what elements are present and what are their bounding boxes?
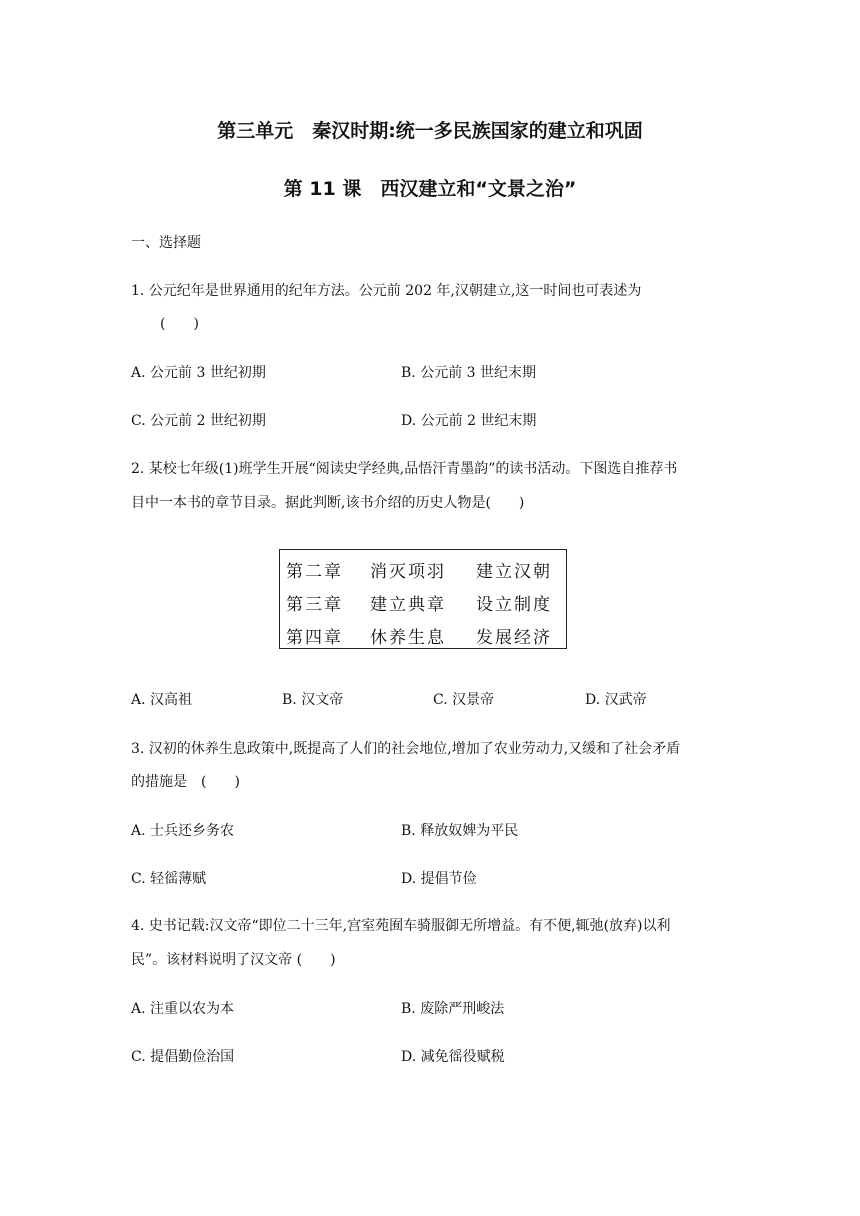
chapter-number: 第四章 [286, 628, 343, 648]
option-c[interactable]: C. 提倡勤俭治国 [131, 1049, 235, 1065]
chapter-row [280, 584, 566, 617]
option-c[interactable]: C. 轻徭薄赋 [131, 871, 207, 887]
question-stem-cont: 民”。该材料说明了汉文帝 ( ) [131, 952, 336, 968]
chapter-table [279, 549, 567, 649]
option-b[interactable]: B. 公元前 3 世纪末期 [401, 365, 536, 381]
chapter-topic-a: 建立典章 [370, 595, 446, 615]
chapter-row [280, 617, 566, 650]
question-stem-cont: 的措施是 ( ) [131, 774, 240, 790]
chapter-topic-a: 休养生息 [370, 628, 446, 648]
option-c[interactable]: C. 汉景帝 [433, 692, 495, 708]
question-stem: 1. 公元纪年是世界通用的纪年方法。公元前 202 年,汉朝建立,这一时间也可表述为 [131, 283, 642, 299]
option-d[interactable]: D. 提倡节俭 [401, 871, 477, 887]
question-stem-cont: 目中一本书的章节目录。据此判断,该书介绍的历史人物是( ) [131, 495, 525, 511]
option-c[interactable]: C. 公元前 2 世纪初期 [131, 413, 266, 429]
lesson-title: 第 11 课 西汉建立和“文景之治” [283, 178, 577, 200]
option-a[interactable]: A. 士兵还乡务农 [131, 823, 235, 839]
unit-title: 第三单元 秦汉时期:统一多民族国家的建立和巩固 [217, 120, 643, 142]
option-d[interactable]: D. 汉武帝 [585, 692, 647, 708]
question-stem-cont: ( ) [160, 316, 199, 332]
question-stem: 4. 史书记载:汉文帝“即位二十三年,宫室苑囿车骑服御无所增益。有不便,辄弛(放弃)以利 [131, 918, 671, 934]
section-heading: 一、选择题 [131, 235, 201, 251]
chapter-topic-a: 消灭项羽 [370, 562, 446, 582]
chapter-topic-b: 设立制度 [476, 595, 552, 615]
option-a[interactable]: A. 注重以农为本 [131, 1001, 235, 1017]
option-b[interactable]: B. 废除严刑峻法 [401, 1001, 505, 1017]
chapter-number: 第二章 [286, 562, 343, 582]
chapter-row [280, 551, 566, 584]
option-d[interactable]: D. 减免徭役赋税 [401, 1049, 505, 1065]
chapter-topic-b: 发展经济 [476, 628, 552, 648]
option-a[interactable]: A. 公元前 3 世纪初期 [131, 365, 266, 381]
question-stem: 2. 某校七年级(1)班学生开展“阅读史学经典,品悟汗青墨韵”的读书活动。下图选自推荐书 [131, 461, 678, 477]
option-b[interactable]: B. 汉文帝 [282, 692, 344, 708]
option-b[interactable]: B. 释放奴婢为平民 [401, 823, 519, 839]
option-d[interactable]: D. 公元前 2 世纪末期 [401, 413, 537, 429]
chapter-number: 第三章 [286, 595, 343, 615]
question-stem: 3. 汉初的休养生息政策中,既提高了人们的社会地位,增加了农业劳动力,又缓和了社会矛盾 [131, 741, 681, 757]
option-a[interactable]: A. 汉高祖 [131, 692, 193, 708]
chapter-topic-b: 建立汉朝 [476, 562, 552, 582]
